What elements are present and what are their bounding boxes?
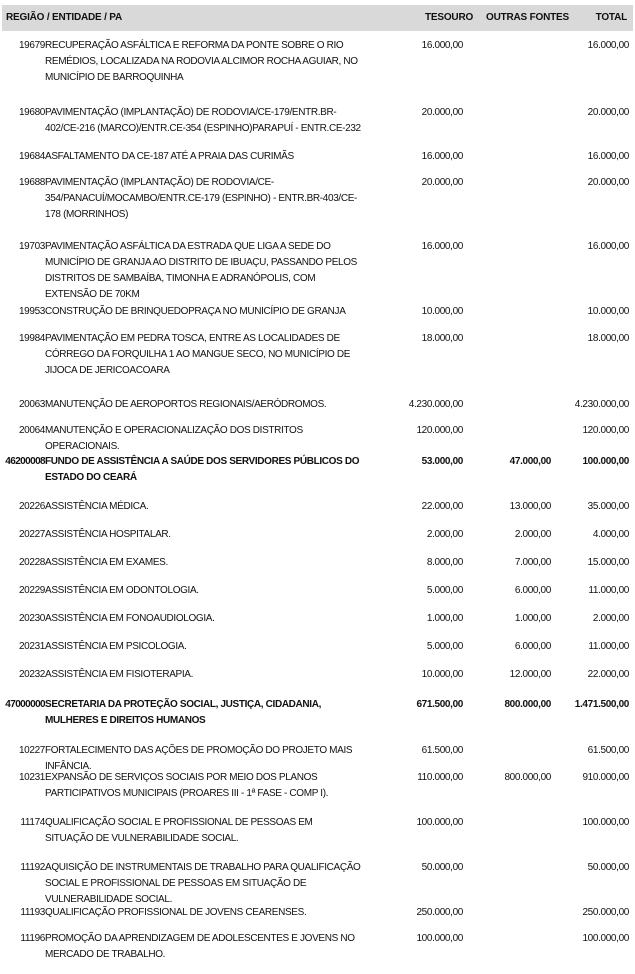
table-row: [0, 38, 635, 86]
row-tesouro: 100.000,00: [416, 817, 463, 828]
row-tesouro: 5.000,00: [426, 585, 463, 596]
row-description: ASSISTÊNCIA EM ODONTOLOGIA.: [45, 585, 199, 596]
table-row: [0, 239, 635, 300]
table-row: [0, 815, 635, 847]
row-total: 100.000,00: [582, 933, 629, 944]
row-total: 16.000,00: [587, 40, 629, 51]
row-tesouro: 16.000,00: [421, 241, 463, 252]
table-row: [0, 423, 635, 452]
row-total: 100.000,00: [582, 817, 629, 828]
row-tesouro: 20.000,00: [421, 177, 463, 188]
table-row: [0, 931, 635, 963]
row-code: 11174: [20, 817, 45, 828]
row-code: 20226: [18, 501, 45, 512]
row-code: 20228: [18, 557, 45, 568]
row-code: 46200008: [5, 456, 45, 467]
row-code: 11192: [20, 862, 45, 873]
row-tesouro: 5.000,00: [426, 641, 463, 652]
row-description: MANUTENÇÃO E OPERACIONALIZAÇÃO DOS DISTRITOS OPERACIONAIS.: [45, 425, 303, 452]
row-total: 120.000,00: [582, 425, 629, 436]
row-total: 910.000,00: [582, 772, 629, 783]
row-description: QUALIFICAÇÃO SOCIAL E PROFISSIONAL DE PESSOAS EM SITUAÇÃO DE VULNERABILIDADE SOCIAL.: [45, 817, 313, 844]
row-total: 2.000,00: [592, 613, 629, 624]
row-description: PAVIMENTAÇÃO EM PEDRA TOSCA, ENTRE AS LOCALIDADES DE CÓRREGO DA FORQUILHA 1 AO MANGUE SECO, NO MUNICÍPIO DE JIJOCA DE JERICOACOARA: [45, 333, 351, 376]
row-total: 16.000,00: [587, 151, 629, 162]
row-tesouro: 18.000,00: [421, 333, 463, 344]
row-total: 20.000,00: [587, 177, 629, 188]
entity-row: [0, 454, 635, 486]
row-total: 22.000,00: [587, 669, 629, 680]
row-code: 19684: [18, 151, 45, 162]
row-code: 20227: [18, 529, 45, 540]
row-tesouro: 53.000,00: [421, 456, 463, 467]
row-tesouro: 50.000,00: [421, 862, 463, 873]
row-tesouro: 100.000,00: [416, 933, 463, 944]
row-tesouro: 20.000,00: [421, 107, 463, 118]
row-code: 10231: [18, 772, 45, 783]
row-code: 20063: [18, 399, 45, 410]
row-description: ASSISTÊNCIA EM FISIOTERAPIA.: [45, 669, 194, 680]
table-row: [0, 639, 635, 655]
row-outras-fontes: 13.000,00: [509, 501, 551, 512]
row-description: PAVIMENTAÇÃO (IMPLANTAÇÃO) DE RODOVIA/CE-179/ENTR.BR-402/CE-216 (MARCO)/ENTR.CE-354 (ESPINHO)PARAPUÍ - ENTR.CE-232: [45, 107, 361, 134]
table-row: [0, 611, 635, 627]
row-description: ASSISTÊNCIA EM EXAMES.: [45, 557, 168, 568]
table-header: [2, 5, 633, 31]
row-code: 19984: [18, 333, 45, 344]
row-description: PAVIMENTAÇÃO (IMPLANTAÇÃO) DE RODOVIA/CE-354/PANACUÍ/MOCAMBO/ENTR.CE-179 (ESPINHO) - ENTR.BR-403/CE-178 (MORRINHOS): [45, 177, 358, 220]
row-total: 4.000,00: [592, 529, 629, 540]
row-tesouro: 8.000,00: [426, 557, 463, 568]
row-tesouro: 16.000,00: [421, 151, 463, 162]
table-row: [0, 583, 635, 599]
header-outras-fontes: OUTRAS FONTES: [486, 12, 569, 23]
header-tesouro: TESOURO: [425, 12, 474, 23]
row-tesouro: 2.000,00: [426, 529, 463, 540]
row-total: 16.000,00: [587, 241, 629, 252]
row-description: FUNDO DE ASSISTÊNCIA A SAÚDE DOS SERVIDORES PÚBLICOS DO ESTADO DO CEARÁ: [45, 456, 360, 483]
row-code: 11196: [20, 933, 45, 944]
row-description: CONSTRUÇÃO DE BRINQUEDOPRAÇA NO MUNICÍPIO DE GRANJA: [45, 306, 346, 317]
row-outras-fontes: 6.000,00: [514, 585, 551, 596]
row-description: ASSISTÊNCIA EM FONOAUDIOLOGIA.: [45, 613, 215, 624]
row-description: ASSISTÊNCIA MÉDICA.: [45, 501, 149, 512]
row-code: 10227: [18, 745, 45, 756]
row-tesouro: 110.000,00: [417, 772, 463, 783]
row-total: 1.471.500,00: [574, 699, 629, 710]
row-total: 100.000,00: [582, 456, 629, 467]
row-tesouro: 10.000,00: [421, 306, 463, 317]
row-total: 35.000,00: [587, 501, 629, 512]
row-tesouro: 10.000,00: [421, 669, 463, 680]
row-tesouro: 1.000,00: [426, 613, 463, 624]
row-total: 61.500,00: [587, 745, 629, 756]
row-description: ASSISTÊNCIA HOSPITALAR.: [45, 529, 171, 540]
row-description: PAVIMENTAÇÃO ASFÁLTICA DA ESTRADA QUE LIGA A SEDE DO MUNICÍPIO DE GRANJA AO DISTRITO DE IBUAÇU, PASSANDO PELOS DISTRITOS DE SAMBAÍBA, TIMONHA E ADRANÓPOLIS, COM EXTENSÃO DE 70KM: [45, 241, 357, 300]
row-outras-fontes: 800.000,00: [504, 699, 551, 710]
row-description: MANUTENÇÃO DE AEROPORTOS REGIONAIS/AERÓDROMOS.: [45, 399, 327, 410]
row-description: QUALIFICAÇÃO PROFISSIONAL DE JOVENS CEARENSES.: [45, 907, 307, 918]
row-code: 20232: [18, 669, 45, 680]
table-row: [0, 149, 635, 165]
row-code: 19680: [18, 107, 45, 118]
row-tesouro: 671.500,00: [416, 699, 463, 710]
row-code: 20229: [18, 585, 45, 596]
table-row: [0, 499, 635, 515]
row-description: FORTALECIMENTO DAS AÇÕES DE PROMOÇÃO DO PROJETO MAIS INFÂNCIA.: [45, 745, 353, 772]
row-total: 4.230.000,00: [574, 399, 629, 410]
row-code: 20230: [18, 613, 45, 624]
row-total: 15.000,00: [587, 557, 629, 568]
row-total: 10.000,00: [587, 306, 629, 317]
table-row: [0, 304, 635, 320]
row-tesouro: 22.000,00: [421, 501, 463, 512]
row-total: 11.000,00: [588, 585, 629, 596]
table-row: [0, 397, 635, 413]
row-outras-fontes: 800.000,00: [504, 772, 551, 783]
header-total: TOTAL: [595, 12, 627, 23]
table-row: [0, 770, 635, 802]
row-outras-fontes: 47.000,00: [509, 456, 551, 467]
row-code: 19679: [18, 40, 45, 51]
row-description: AQUISIÇÃO DE INSTRUMENTAIS DE TRABALHO PARA QUALIFICAÇÃO SOCIAL E PROFISSIONAL DE PESSOAS EM SITUAÇÃO DE VULNERABILIDADE SOCIAL.: [45, 862, 361, 905]
row-total: 250.000,00: [582, 907, 629, 918]
row-code: 19703: [18, 241, 45, 252]
table-row: [0, 905, 635, 921]
row-code: 20064: [18, 425, 45, 436]
row-description: PROMOÇÃO DA APRENDIZAGEM DE ADOLESCENTES E JOVENS NO MERCADO DE TRABALHO.: [45, 933, 355, 960]
row-total: 50.000,00: [587, 862, 629, 873]
row-outras-fontes: 1.000,00: [514, 613, 551, 624]
table-row: [0, 555, 635, 571]
row-total: 20.000,00: [587, 107, 629, 118]
row-code: 19688: [18, 177, 45, 188]
row-description: EXPANSÃO DE SERVIÇOS SOCIAIS POR MEIO DOS PLANOS PARTICIPATIVOS MUNICIPAIS (PROARES III - 1ª FASE - COMP I).: [45, 772, 329, 799]
row-tesouro: 16.000,00: [421, 40, 463, 51]
row-tesouro: 120.000,00: [416, 425, 463, 436]
table-row: [0, 331, 635, 379]
table-row: [0, 527, 635, 543]
table-row: [0, 743, 635, 772]
row-code: 20231: [18, 641, 45, 652]
row-total: 11.000,00: [588, 641, 629, 652]
row-outras-fontes: 6.000,00: [514, 641, 551, 652]
table-row: [0, 105, 635, 137]
row-outras-fontes: 12.000,00: [509, 669, 551, 680]
table-row: [0, 175, 635, 223]
row-tesouro: 4.230.000,00: [408, 399, 463, 410]
row-description: SECRETARIA DA PROTEÇÃO SOCIAL, JUSTIÇA, CIDADANIA, MULHERES E DIREITOS HUMANOS: [45, 699, 322, 726]
table-row: [0, 860, 635, 905]
row-code: 11193: [20, 907, 45, 918]
row-tesouro: 61.500,00: [421, 745, 463, 756]
row-code: 47000000: [5, 699, 45, 710]
row-outras-fontes: 7.000,00: [514, 557, 551, 568]
row-outras-fontes: 2.000,00: [514, 529, 551, 540]
row-description: RECUPERAÇÃO ASFÁLTICA E REFORMA DA PONTE SOBRE O RIO REMÉDIOS, LOCALIZADA NA RODOVIA ALCIMOR ROCHA AGUIAR, NO MUNICÍPIO DE BARROQUINHA: [45, 40, 358, 83]
row-total: 18.000,00: [587, 333, 629, 344]
table-row: [0, 667, 635, 683]
row-code: 19953: [18, 306, 45, 317]
row-description: ASFALTAMENTO DA CE-187 ATÉ A PRAIA DAS CURIMÃS: [45, 151, 294, 162]
entity-row: [0, 697, 635, 729]
row-description: ASSISTÊNCIA EM PSICOLOGIA.: [45, 641, 187, 652]
row-tesouro: 250.000,00: [416, 907, 463, 918]
header-regiao: REGIÃO / ENTIDADE / PA: [6, 12, 122, 23]
